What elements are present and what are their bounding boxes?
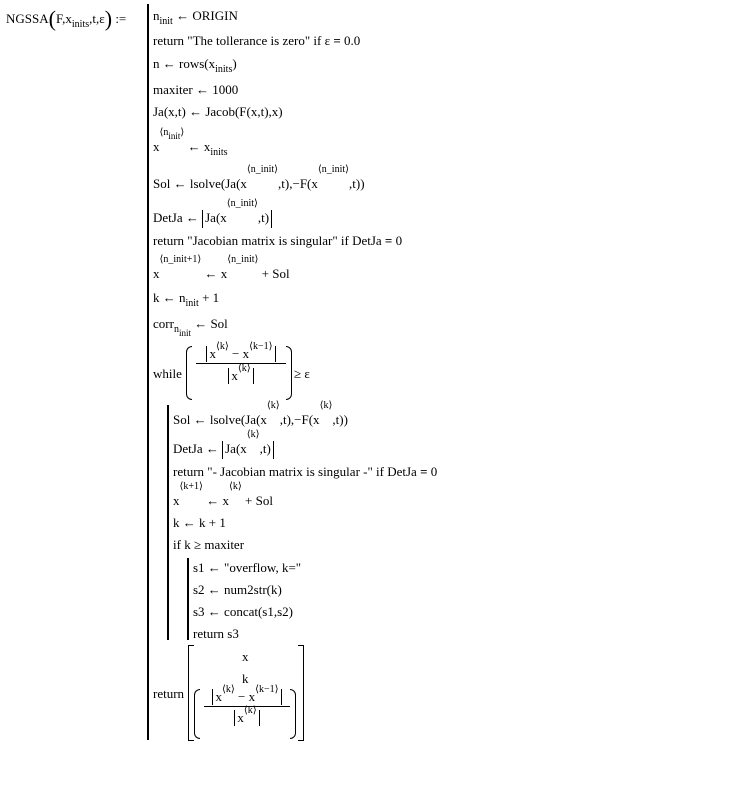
program-line: $n_{init}$ ← ORIGIN — [153, 8, 238, 27]
program-line: $x^{⟨ninit⟩}$ ← $x_{inits}$ — [153, 127, 228, 158]
loop-line: DetJa ← $Ja(x^{⟨k⟩},t)$ — [173, 441, 274, 459]
program-line: $x^{⟨n\_init+1⟩}$ ← $x^{⟨n\_init⟩}$ + Sol — [153, 254, 290, 281]
if-body-bar — [187, 558, 189, 640]
return-matrix — [188, 645, 308, 741]
program-line: Ja(x,t) ← Jacob(F(x,t),x) — [153, 104, 283, 119]
program-line: k ← $n_{init} + 1$ — [153, 290, 220, 309]
while-body-bar — [167, 405, 169, 640]
matrix-cell: $x^{⟨k⟩} - x^{⟨k-1⟩}$ $x^{⟨k⟩}$ — [194, 689, 294, 739]
loop-line: Sol ← $lsolve(Ja(x^{⟨k⟩},t),-F(x^{⟨k⟩},t))$ — [173, 400, 348, 427]
while-keyword: while — [153, 366, 182, 381]
program-line: Sol ← $lsolve(Ja(x^{⟨n\_init⟩},t),-F(x^{⟨n\_init⟩},t))$ — [153, 164, 365, 191]
matrix-right-bracket — [298, 645, 304, 741]
close-paren — [286, 346, 292, 400]
program-line: return "Jacobian matrix is singular" if DetJa = 0 — [153, 233, 403, 248]
program-line: return "The tollerance is zero" if ε = 0.0 — [153, 33, 361, 48]
return-keyword: return — [153, 686, 185, 701]
abs-bars: $Ja(x^{⟨n\_init⟩},t)$ — [202, 210, 272, 228]
loop-line: $x^{⟨k+1⟩}$ ← $x^{⟨k⟩}$ + Sol — [173, 481, 273, 508]
function-name: NGSSA — [6, 11, 49, 26]
matrix-cell: x — [242, 649, 249, 664]
program-line: corr$_{ninit}$ ← Sol — [153, 316, 228, 338]
function-header: $NGSSA(F,x_{inits},t,\varepsilon)$ := — [6, 6, 127, 31]
loop-line: k ← k + 1 — [173, 515, 226, 530]
assign-operator: := — [115, 11, 127, 26]
matrix-cell: k — [242, 671, 249, 686]
program-line: DetJa ← $Ja(x^{⟨n\_init⟩},t)$ — [153, 210, 272, 228]
program-line: n ← $rows(x_{inits})$ — [153, 56, 237, 75]
if-line: s2 ← num2str(k) — [193, 582, 282, 597]
loop-line: return "- Jacobian matrix is singular -" if DetJa = 0 — [173, 464, 438, 479]
while-condition: $x^{⟨k⟩} - x^{⟨k-1⟩}$ $x^{⟨k⟩}$ ≥ ε — [186, 344, 326, 402]
program-line: maxiter ← 1000 — [153, 82, 239, 97]
program-bar — [147, 4, 149, 740]
if-line: s3 ← concat(s1,s2) — [193, 604, 294, 619]
if-line: s1 ← "overflow, k=" — [193, 560, 302, 575]
if-line: return s3 — [193, 626, 239, 641]
open-paren — [186, 346, 192, 400]
loop-line: if k ≥ maxiter — [173, 537, 245, 552]
